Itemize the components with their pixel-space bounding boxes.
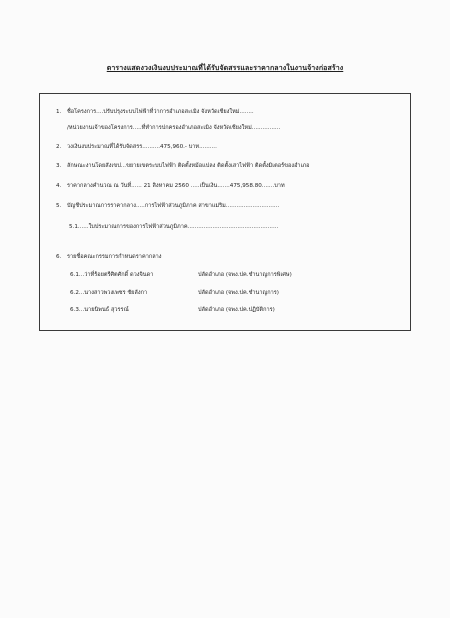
committee-member-1-name: 6.1...ว่าที่ร้อยตรีศิตศักดิ์ ดวงจินดา <box>70 272 154 278</box>
item-5-number: 5. <box>56 203 62 209</box>
item-5-line-2: 5.1......ใบประมาณการของการไฟฟ้าส่วนภูมิภาค................................................... <box>69 224 279 230</box>
item-3-line-1: ลักษณะงานโดยสังเขป...ขยายเขตระบบไฟฟ้า ติดตั้งหม้อแปลง ติดตั้งเสาไฟฟ้า ติดตั้งมิเตอร์ของอำเภอ <box>67 163 310 169</box>
item-4-number: 4. <box>56 183 62 189</box>
committee-member-2-position: ปลัดอำเภอ (จพง.ปค.ชำนาญการ) <box>198 290 279 296</box>
committee-member-3-name: 6.3...นายนิพนธ์ สุวรรณ์ <box>70 307 129 313</box>
item-1-line-2: /หน่วยงานเจ้าของโครงการ.....ที่ทำการปกครองอำเภอสะเมิง จังหวัดเชียงใหม่................ <box>67 125 281 131</box>
item-1-line-1: ชื่อโครงการ....ปรับปรุงระบบไฟฟ้าที่ว่าการอำเภอสะเมิง จังหวัดเชียงใหม่........ <box>67 109 254 115</box>
committee-member-1-position: ปลัดอำเภอ (จพง.ปค.ชำนาญการพิเศษ) <box>198 272 292 278</box>
committee-member-2-name: 6.2...นางสาวพวงเพชร ชัยลังกา <box>70 290 148 296</box>
item-2-number: 2. <box>56 144 62 150</box>
item-1-number: 1. <box>56 109 62 115</box>
item-2-line-1: วงเงินงบประมาณที่ได้รับจัดสรร..........475,960.- บาท.......... <box>67 144 217 150</box>
committee-member-3-position: ปลัดอำเภอ (จพง.ปค.ปฏิบัติการ) <box>198 307 275 313</box>
document-title: ตารางแสดงวงเงินงบประมาณที่ได้รับจัดสรรและราคากลางในงานจ้างก่อสร้าง <box>106 64 344 72</box>
item-5-line-1: บัญชีประมาณการราคากลาง.....การไฟฟ้าส่วนภูมิภาค สาขาแม่ริม.............................. <box>67 203 280 209</box>
item-3-number: 3. <box>56 163 62 169</box>
item-6-number: 6. <box>56 254 62 260</box>
item-4-line-1: ราคากลางคำนวณ ณ วันที่...... 21 สิงหาคม 2560 .....เป็นเงิน.......475,958.80.......บาท <box>67 183 285 189</box>
item-6-line-1: รายชื่อคณะกรรมการกำหนดราคากลาง <box>67 254 162 260</box>
